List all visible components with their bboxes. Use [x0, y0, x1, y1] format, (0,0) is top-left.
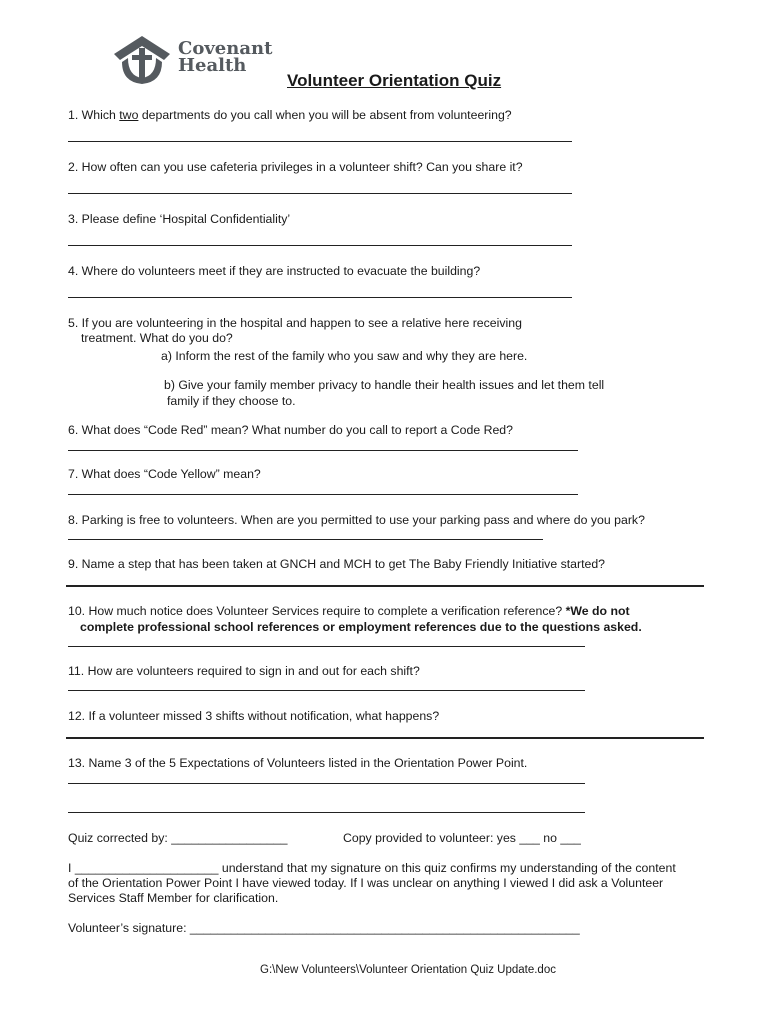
question-5-line-1: 5. If you are volunteering in the hospital and happen to see a relative here receiving [68, 316, 522, 330]
question-1 [68, 108, 512, 122]
question-10-line-1 [68, 604, 630, 618]
question-5-option-b-line-2: family if they choose to. [167, 394, 296, 408]
answer-line-10[interactable] [68, 646, 585, 647]
answer-line-2[interactable] [68, 193, 572, 194]
logo-wordmark [178, 40, 272, 74]
answer-line-3[interactable] [68, 245, 572, 246]
question-6: 6. What does “Code Red” mean? What number do you call to report a Code Red? [68, 423, 513, 437]
question-10-note-start: *We do not [565, 604, 630, 618]
question-3: 3. Please define ‘Hospital Confidentiality’ [68, 212, 291, 226]
covenant-cross-icon [112, 34, 172, 86]
question-2: 2. How often can you use cafeteria privileges in a volunteer shift? Can you share it? [68, 160, 523, 174]
covenant-health-logo [112, 34, 277, 86]
question-12: 12. If a volunteer missed 3 shifts without notification, what happens? [68, 709, 440, 723]
quiz-corrected-by-field[interactable]: Quiz corrected by: _________________ [68, 831, 288, 845]
section-divider-1 [66, 585, 704, 587]
file-path-footer: G:\New Volunteers\Volunteer Orientation Quiz Update.doc [260, 964, 556, 976]
question-5-option-a: a) Inform the rest of the family who you saw and why they are here. [161, 349, 528, 363]
answer-line-4[interactable] [68, 297, 572, 298]
question-10-note-end: complete professional school references or employment references due to the questions asked. [80, 620, 642, 634]
question-1-underlined: two [119, 108, 139, 122]
question-11: 11. How are volunteers required to sign in and out for each shift? [68, 664, 420, 678]
answer-line-13b[interactable] [68, 812, 585, 813]
question-13: 13. Name 3 of the 5 Expectations of Volunteers listed in the Orientation Power Point. [68, 756, 528, 770]
question-5-line-2: treatment. What do you do? [81, 331, 233, 345]
question-8: 8. Parking is free to volunteers. When are you permitted to use your parking pass and where do you park? [68, 513, 645, 527]
logo-line-2: Health [178, 55, 247, 76]
statement-line-3: Services Staff Member for clarification. [68, 891, 279, 905]
question-10-text: 10. How much notice does Volunteer Services require to complete a verification reference? [68, 604, 566, 618]
statement-line-1: I _____________________ understand that my signature on this quiz confirms my understanding of the content [68, 861, 676, 875]
volunteer-signature-field[interactable]: Volunteer’s signature: _________________________________________________________ [68, 921, 580, 935]
question-1-pre: 1. Which [68, 108, 120, 122]
question-7: 7. What does “Code Yellow” mean? [68, 467, 261, 481]
answer-line-1[interactable] [68, 141, 572, 142]
answer-line-11[interactable] [68, 690, 585, 691]
question-1-post: departments do you call when you will be absent from volunteering? [138, 108, 512, 122]
answer-line-6[interactable] [68, 450, 578, 451]
section-divider-2 [66, 737, 704, 739]
statement-line-2: of the Orientation Power Point I have viewed today. If I was unclear on anything I viewed I did ask a Volunteer [68, 876, 664, 890]
copy-provided-field[interactable]: Copy provided to volunteer: yes ___ no ___ [343, 831, 581, 845]
page-title: Volunteer Orientation Quiz [287, 71, 502, 90]
answer-line-13a[interactable] [68, 783, 585, 784]
question-9: 9. Name a step that has been taken at GNCH and MCH to get The Baby Friendly Initiative started? [68, 557, 606, 571]
question-4: 4. Where do volunteers meet if they are instructed to evacuate the building? [68, 264, 481, 278]
logo-line-1: Covenant [178, 38, 273, 59]
answer-line-8[interactable] [68, 539, 543, 540]
answer-line-7[interactable] [68, 494, 578, 495]
question-5-option-b-line-1: b) Give your family member privacy to handle their health issues and let them tell [164, 378, 605, 392]
